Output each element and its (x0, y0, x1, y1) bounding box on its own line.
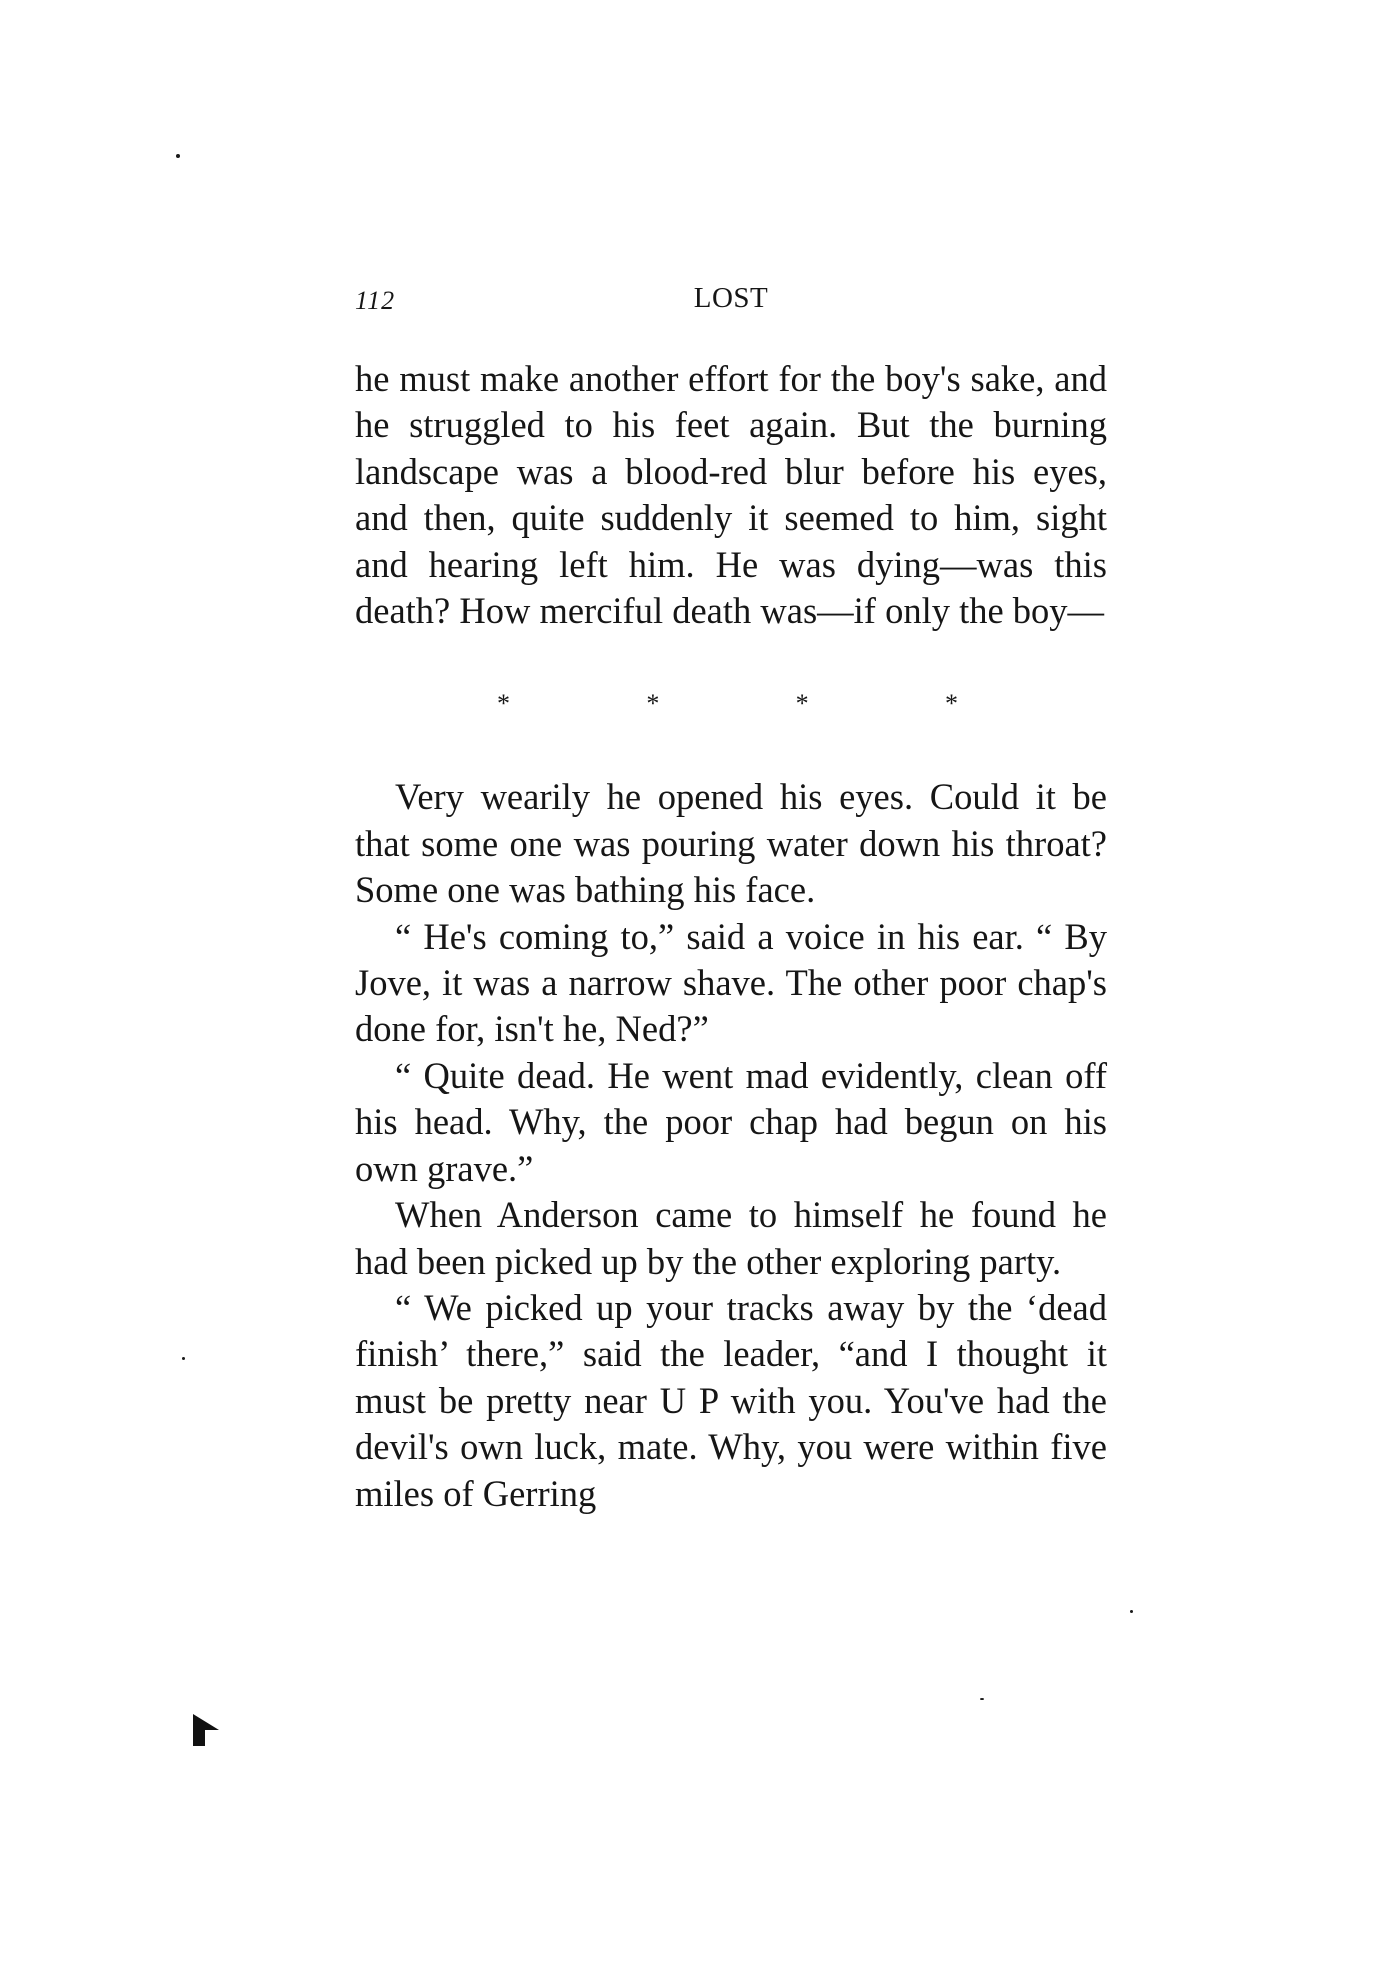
paragraph: he must make another effort for the boy's sake, and he struggled to his feet again. But the burning landscape was a blood-red blur before his eyes, and then, quite suddenly it seemed to him, sight and hearing left him. He was dying—was this death? How merciful death was—if only the boy— (355, 358, 1107, 632)
page-header (355, 282, 1107, 322)
asterisk: * (795, 689, 809, 719)
corner-mark (193, 1714, 219, 1730)
paragraph: “ Quite dead. He went mad evidently, clean off his head. Why, the poor chap had begun on his own grave.” (355, 1054, 1107, 1189)
running-title: LOST (693, 282, 769, 314)
body-text (355, 356, 1107, 1517)
paragraph: “ We picked up your tracks away by the ‘dead finish’ there,” said the leader, “and I thought it must be pretty near U P with you. You've had the devil's own luck, mate. Why, you were within five miles of Gerring (355, 1286, 1107, 1514)
asterisk: * (944, 689, 958, 719)
paragraph: “ He's coming to,” said a voice in his ear. “ By Jove, it was a narrow shave. The other poor chap's done for, isn't he, Ned?” (355, 915, 1107, 1050)
section-break (497, 634, 957, 774)
asterisk: * (646, 689, 660, 719)
print-speck (182, 1357, 185, 1360)
page-number: 112 (355, 286, 396, 315)
paragraph: When Anderson came to himself he found he had been picked up by the other exploring party. (355, 1194, 1107, 1282)
paragraph: Very wearily he opened his eyes. Could it be that some one was pouring water down his throat? Some one was bathing his face. (355, 776, 1107, 911)
print-speck (980, 1698, 984, 1700)
print-speck (176, 154, 180, 158)
asterisk: * (497, 689, 510, 719)
print-speck (1130, 1610, 1133, 1613)
